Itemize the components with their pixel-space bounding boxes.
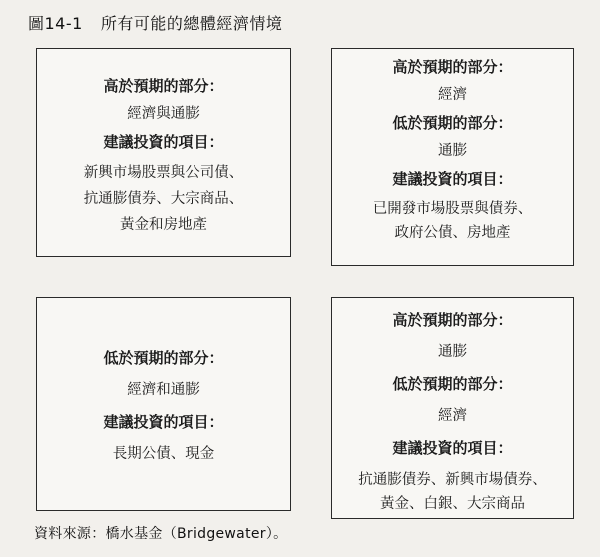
higher-than-expected-header: 高於預期的部分： <box>392 311 513 329</box>
lower-than-expected-value: 通膨 <box>438 143 467 159</box>
source-note: 資料來源：橋水基金（Bridgewater）。 <box>34 526 288 542</box>
recommended-investment-line: 已開發市場股票與債券、 <box>372 201 533 217</box>
recommended-investment-line: 新興市場股票與公司債、 <box>83 165 244 181</box>
higher-than-expected-value: 經濟與通膨 <box>127 106 200 122</box>
recommended-investment-line: 政府公債、房地產 <box>394 225 511 241</box>
lower-than-expected-value: 經濟 <box>438 408 467 424</box>
lower-than-expected-value: 經濟和通膨 <box>127 382 200 398</box>
scenario-box-bottom-right <box>331 297 574 519</box>
higher-than-expected-header: 高於預期的部分： <box>103 77 224 95</box>
figure-caption: 所有可能的總體經濟情境 <box>100 14 283 33</box>
recommended-investments-header: 建議投資的項目： <box>392 170 513 188</box>
recommended-investments-header: 建議投資的項目： <box>103 413 224 431</box>
figure-title <box>28 11 282 34</box>
higher-than-expected-value: 經濟 <box>438 87 467 103</box>
scenario-box-bottom-left <box>36 297 291 511</box>
recommended-investment-line: 抗通膨債券、大宗商品、 <box>83 191 244 207</box>
scenario-box-top-right <box>331 48 574 266</box>
scenario-box-top-left <box>36 48 291 257</box>
recommended-investments-header: 建議投資的項目： <box>392 439 513 457</box>
recommended-investment-line: 黃金和房地產 <box>120 217 207 233</box>
lower-than-expected-header: 低於預期的部分： <box>392 114 513 132</box>
recommended-investment-line: 黃金、白銀、大宗商品 <box>380 496 525 512</box>
lower-than-expected-header: 低於預期的部分： <box>392 375 513 393</box>
recommended-investment-line: 抗通膨債券、新興市場債券、 <box>358 472 547 488</box>
lower-than-expected-header: 低於預期的部分： <box>103 349 224 367</box>
figure-number: 圖14-1 <box>28 14 83 33</box>
higher-than-expected-header: 高於預期的部分： <box>392 58 513 76</box>
higher-than-expected-value: 通膨 <box>438 344 467 360</box>
recommended-investments-header: 建議投資的項目： <box>103 133 224 151</box>
recommended-investment-line: 長期公債、現金 <box>112 446 215 462</box>
